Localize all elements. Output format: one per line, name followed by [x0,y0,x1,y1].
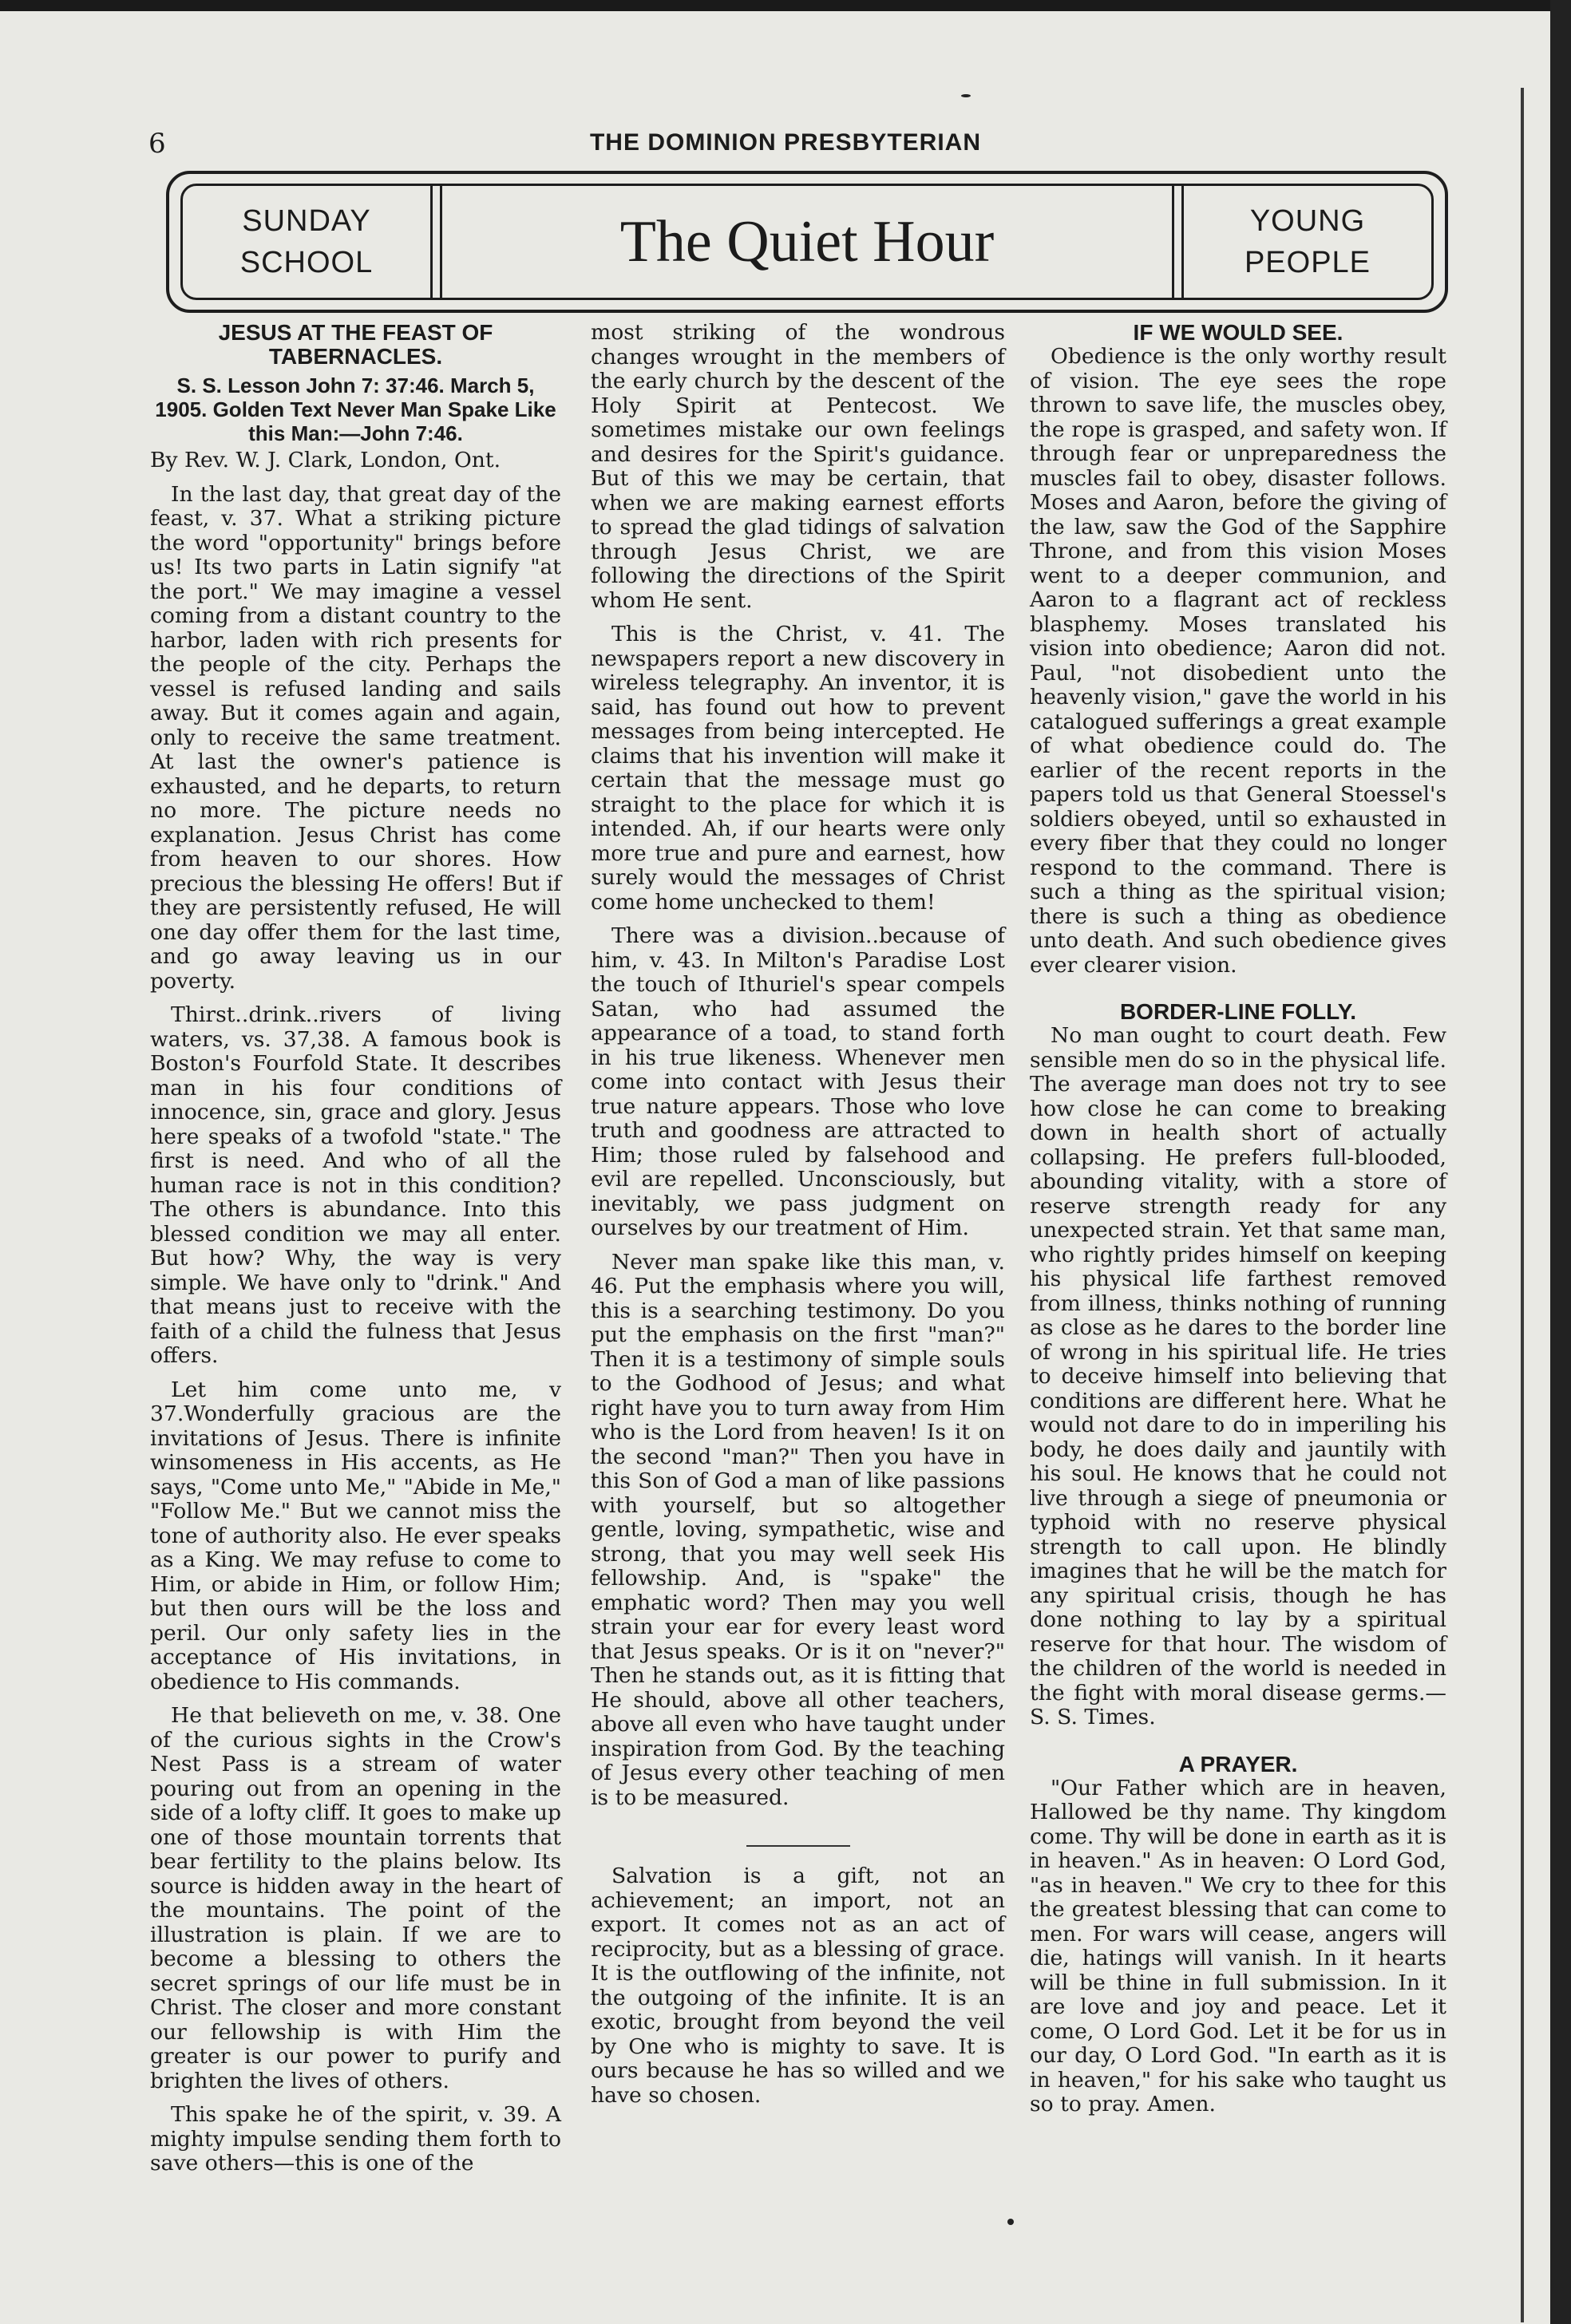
banner-divider-left [430,186,433,298]
lesson-reference: S. S. Lesson John 7: 37:46. March 5, 1905. Golden Text Never Man Spake Like this Man:—John 7:46. [155,374,556,445]
lesson-paragraph: In the last day, that great day of the feast, v. 37. What a striking picture the word "opportunity" brings before us! Its two parts in Latin signify "at the port." We may imagine a vessel coming from a distant country to the harbor, laden with rich presents for the people of the city. Perhaps the vessel is refused landing and sails away. But it comes again and again, only to receive the same treatment. At last the owner's patience is exhausted, and he departs, to return no more. The picture needs no explanation. Jesus Christ has come from heaven to our shores. How precious the blessing He offers! But if they are persistently refused, He will one day offer them for the last time, and go away leaving us in our poverty. [150,481,561,994]
lesson-paragraph: Thirst..drink..rivers of living waters, vs. 37,38. A famous book is Boston's Fourfold State. It describes man in his four conditions of innocence, sin, grace and glory. Jesus here speaks of a twofold "state." The first is need. And who of all the human race is not in this condition? The others is abundance. Into this blessed condition we may all enter. But how? Why, the way is very simple. We have only to "drink." And that means just to receive with the faith of a child the fulness that Jesus offers. [150,1002,561,1368]
page-number: 6 [148,128,166,160]
salvation-paragraph: Salvation is a gift, not an achievement; an import, not an export. It comes not as an act of reciprocity, but as a blessing of grace. It is the outflowing of the infinite, not the outgoing of the infinite. It is an exotic, brought from beyond the veil by One who is mighty to save. It is ours because he has so willed and we have so chosen. [591,1864,1005,2108]
running-head: THE DOMINION PRESBYTERIAN [589,129,982,156]
banner-divider-right-double [1172,186,1174,298]
ink-speck [961,94,971,97]
banner-left-line2: SCHOOL [239,246,374,279]
see-heading: IF WE WOULD SEE. [1133,320,1343,345]
lesson-heading: JESUS AT THE FEAST OF TABERNACLES. [218,320,493,369]
banner-left-line1: SUNDAY [242,204,371,238]
banner-right-label [1184,186,1431,298]
lesson-paragraph: This is the Christ, v. 41. The newspapers report a new discovery in wireless telegraphy. An inventor, it is said, has found out how to prevent messages from being intercepted. He claims that his invention will make it certain that the message must go straight to the place for which it is intended. Ah, if our hearts were only more true and pure and earnest, how surely would the messages of Christ come home unchecked to them! [591,622,1005,915]
column-sunday-school-lesson [150,321,561,2176]
banner-inner-frame [180,184,1434,300]
folly-paragraph: No man ought to court death. Few sensible men do so in the physical life. The average man does not try to see how close he can come to breaking down in health short of actually collapsing. He prefers full-blooded, abounding vitality, with a store of reserve strength ready for any unexpected strain. Yet that same man, who rightly prides himself on keeping his physical life farthest removed from illness, thinks nothing of running as close as he dares to the border line of wrong in his spiritual life. He tries to deceive himself into believing that conditions are different here. What he would not dare to do in imperiling his body, he does daily and jauntily with his soul. He knows that he could not live through a siege of pneumonia or typhoid with no reserve physical strength to call upon. He blindly imagines that he will be the match for any spiritual crisis, though he has done nothing to lay by a spiritual reserve for that hour. The wisdom of the children of the world is needed in the fight with moral disease germs.—S. S. Times. [1030,1023,1446,1729]
lesson-paragraph: Never man spake like this man, v. 46. Put the emphasis where you will, this is a searching testimony. Do you put the emphasis on the first "man?" Then it is a testimony of simple souls to the Godhood of Jesus; and what right have you to turn away from Him who is the Lord from heaven! Is it on the second "man?" Then you have in this Son of God a man of like passions with yourself, but so altogether gentle, loving, sympathetic, wise and strong, that you may well seek His fellowship. And, is "spake" the emphatic word? Then may you well strain your ear for every least word that Jesus speaks. Or is it on "never?" Then he stands out, as it is fitting that He should, above all other teachers, above all even who have taught under inspiration from God. By the teaching of Jesus every other teaching of men is to be measured. [591,1249,1005,1810]
folly-heading: BORDER-LINE FOLLY. [1119,999,1357,1024]
banner-right-line1: YOUNG [1249,204,1366,238]
lesson-paragraph: This spake he of the spirit, v. 39. A mighty impulse sending them forth to save others—this is one of the [150,2102,561,2176]
section-rule [746,1845,850,1847]
lesson-paragraph: most striking of the wondrous changes wrought in the members of the early church by the descent of the Holy Spirit at Pentecost. We sometimes mistake our own feelings and desires for the Spirit's guidance. But of this we may be certain, that when we are making earnest efforts to spread the glad tidings of salvation through Jesus Christ, we are following the directions of the Spirit whom He sent. [591,320,1005,613]
page-binding-line [1521,88,1524,2322]
lesson-paragraph: He that believeth on me, v. 38. One of the curious sights in the Crow's Nest Pass is a stream of water pouring out from an opening in the side of a lofty cliff. It goes to make up one of those mountain torrents that bear fertility to the plains below. Its source is hidden away in the heart of the mountains. The point of the illustration is plain. If we are to become a blessing to others the secret springs of our life must be in Christ. The closer and more constant our fellowship is with Him the greater is our power to purify and brighten the lives of others. [150,1703,561,2093]
scan-top-edge [0,0,1571,11]
see-paragraph: Obedience is the only worthy result of vision. The eye sees the rope thrown to save life, the muscles obey, the rope is grasped, and safety won. If through fear or unpreparedness the muscles fail to obey, disaster follows. Moses and Aaron, before the giving of the law, saw the God of the Sapphire Throne, and from this vision Moses went to a deeper communion, and Aaron to a flagrant act of reckless blasphemy. Moses translated his vision into obedience; Aaron did not. Paul, "not disobedient unto the heavenly vision," gave the world in his catalogued sufferings a great example of what obedience could do. The earlier of the recent reports in the papers told us that General Stoessel's soldiers obeyed, until so exhausted in every fiber that they could no longer respond to the command. There is such a thing as the spiritual vision; there is such a thing as obedience unto death. And such obedience gives ever clearer vision. [1030,344,1446,978]
banner-divider-left-double [440,186,442,298]
prayer-heading: A PRAYER. [1178,1751,1298,1777]
section-banner [166,171,1448,313]
banner-left-label [183,186,430,298]
scan-right-edge [1550,0,1571,2324]
banner-title: The Quiet Hour [619,208,995,275]
banner-right-line2: PEOPLE [1244,246,1371,279]
column-young-people [1030,321,1446,2117]
lesson-paragraph: Let him come unto me, v 37.Wonderfully gracious are the invitations of Jesus. There is infinite winsomeness in His accents, as He says, "Come unto Me," "Abide in Me," "Follow Me." But we cannot miss the tone of authority also. He ever speaks as a King. We may refuse to come to Him, or abide in Him, or follow Him; but then ours will be the loss and peril. Our only safety lies in the acceptance of His invitations, in obedience to His commands. [150,1377,561,1694]
lesson-byline: By Rev. W. J. Clark, London, Ont. [150,448,501,472]
lesson-paragraph: There was a division..because of him, v. 43. In Milton's Paradise Lost the touch of Ithuriel's spear compels Satan, who had assumed the appearance of a toad, to stand forth in his true likeness. Whenever men come into contact with Jesus their true nature appears. Those who love truth and goodness are attracted to Him; those ruled by falsehood and evil are repelled. Unconsciously, but inevitably, we pass judgment on ourselves by our treatment of Him. [591,923,1005,1240]
ink-speck [1007,2219,1014,2225]
prayer-paragraph: "Our Father which are in heaven, Hallowed be thy name. Thy kingdom come. Thy will be done in earth as it is in heaven." As in heaven: O Lord God, "as in heaven." We cry to thee for this the greatest blessing that can come to men. For wars will cease, angers will die, hatings will vanish. In it hearts will be thine in full submission. In it are love and joy and peace. Let it come, O Lord God. Let it be for us in our day, O Lord God. "In earth as it is in heaven," for his sake who taught us so to pray. Amen. [1030,1775,1446,2116]
column-lesson-continued [591,321,1005,2108]
